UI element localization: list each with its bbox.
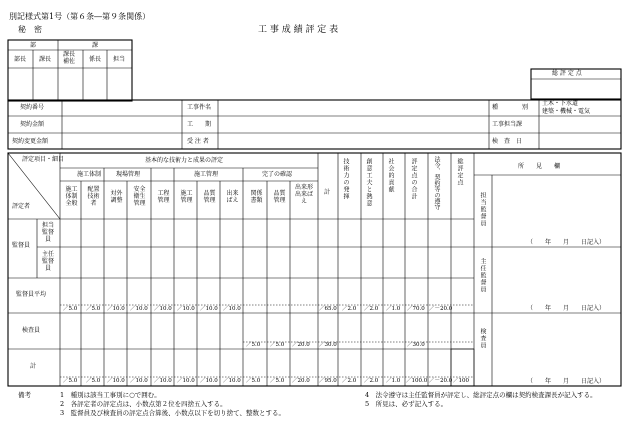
sum-max-value: ／5.0 — [270, 378, 285, 384]
row-chief-supervisor: 主任監督員 — [41, 251, 54, 273]
col-assigned-engineer: 配置技術者 — [87, 186, 100, 208]
rater-header: 評定者 — [12, 203, 31, 210]
approval-col-director: 部長 — [14, 56, 27, 63]
avg-extra-max: ／2.0 — [342, 306, 357, 312]
opinion-header: 所 見 欄 — [518, 163, 561, 170]
note-5: 5 所見は、必ず記入する。 — [365, 400, 448, 408]
section-label: 課 — [92, 42, 99, 49]
group-completion-check: 完了の確認 — [262, 171, 293, 178]
avg-max-value: ／10.0 — [107, 306, 125, 312]
inspector-sum-max: ／30.0 — [407, 342, 425, 348]
contract-amount-label: 契約金額 — [20, 121, 45, 128]
avg-total-max: ／65.0 — [319, 306, 337, 312]
sum-max-value: ／10.0 — [200, 378, 218, 384]
approval-col-subchief: 係長 — [89, 56, 102, 63]
col-overall-score: 総評定点 — [456, 158, 463, 186]
inspector-max-value: ／20.0 — [292, 342, 310, 348]
sum-extra-max: ／2.0 — [364, 378, 379, 384]
sum-max-value: ／10.0 — [107, 378, 125, 384]
approval-col-staff: 担当 — [113, 56, 126, 63]
inspector-max-value: ／5.0 — [270, 342, 285, 348]
col-quality-management-2: 品質管理 — [273, 190, 286, 205]
note-3: 3 監督員及び検査員の評定点合算後、小数点以下を切り捨て、整数とする。 — [60, 409, 286, 417]
manager-dept-label: 工事担当課 — [492, 121, 523, 128]
side-inspector: 検査員 — [479, 328, 486, 349]
date-note-2: （ 年 月 日記入） — [527, 305, 606, 312]
basic-technical-title: 基本的な技術力と成果の評定 — [145, 157, 224, 164]
col-compliance: 法令、契約等の遵守 — [433, 156, 440, 210]
avg-max-value: ／5.0 — [63, 306, 78, 312]
col-related-documents: 関係書類 — [250, 190, 263, 205]
group-construction-system: 施工体制 — [77, 171, 102, 178]
avg-extra-max: ／－20.0 — [429, 306, 453, 312]
form-number: 別記様式第1号（第６条―第９条関係） — [9, 12, 151, 21]
col-score-sum: 評定点の合計 — [410, 158, 417, 200]
side-supervisor-in-charge: 担当監督員 — [479, 192, 486, 227]
avg-extra-max: ／2.0 — [364, 306, 379, 312]
inspector-max-value: ／5.0 — [246, 342, 261, 348]
sum-extra-max: ／2.0 — [342, 378, 357, 384]
col-technical-ability: 技術力の発揮 — [342, 158, 349, 200]
type-label: 種 別 — [492, 104, 529, 111]
contract-change-label: 契約変更金額 — [12, 138, 49, 145]
sum-total-max: ／95.0 — [319, 378, 337, 384]
col-construction-system: 施工体制全般 — [65, 186, 78, 208]
row-sum: 計 — [30, 363, 37, 370]
sum-max-value: ／20.0 — [292, 378, 310, 384]
avg-extra-max: ／1.0 — [386, 306, 401, 312]
item-header: 評定項目・細目 — [22, 156, 65, 163]
avg-max-value: ／10.0 — [154, 306, 172, 312]
col-social-contribution: 社会的貢献 — [387, 158, 394, 193]
col-schedule-management: 工程管理 — [157, 190, 170, 205]
contract-number-label: 契約番号 — [20, 104, 45, 111]
inspection-date-label: 検 査 日 — [492, 138, 523, 145]
col-safety-health: 安全衛生管理 — [133, 186, 146, 208]
row-supervisor-average: 監督員平均 — [16, 291, 47, 298]
sum-max-value: ／10.0 — [177, 378, 195, 384]
avg-extra-max: ／70.0 — [407, 306, 425, 312]
sum-max-value: ／10.0 — [154, 378, 172, 384]
approval-col-chief: 課長 — [39, 56, 52, 63]
sum-max-value: ／5.0 — [246, 378, 261, 384]
inspector-total-max: ／30.0 — [319, 342, 337, 348]
sum-max-value: ／5.0 — [63, 378, 78, 384]
avg-max-value: ／10.0 — [130, 306, 148, 312]
row-inspector: 検査員 — [22, 327, 41, 334]
sum-extra-max: ／100.0 — [406, 378, 428, 384]
sum-extra-max: ／－20.0 — [429, 378, 453, 384]
total-score-box-label: 総 評 定 点 — [552, 70, 582, 77]
note-2: 2 各評定者の評定点は、小数点第２位を四捨五入する。 — [60, 400, 227, 408]
sum-max-value: ／10.0 — [223, 378, 241, 384]
avg-max-value: ／5.0 — [86, 306, 101, 312]
avg-max-value: ／10.0 — [177, 306, 195, 312]
type-value-civil: 土木・下水道 — [542, 100, 579, 107]
period-label: 工 期 — [187, 121, 212, 128]
note-1: 1 種別は該当工事別に○で囲む。 — [60, 391, 161, 399]
contractor-label: 受 注 者 — [187, 138, 209, 145]
group-construction-management: 施工管理 — [194, 171, 219, 178]
col-finished-form: 出来形出来ばえ — [294, 184, 313, 206]
work-name-label: 工事件名 — [187, 104, 212, 111]
avg-max-value: ／10.0 — [223, 306, 241, 312]
secret-label: 秘 密 — [18, 25, 42, 34]
avg-max-value: ／10.0 — [200, 306, 218, 312]
col-construction-management: 施工管理 — [180, 190, 193, 205]
date-note-3: （ 年 月 日記入） — [527, 378, 606, 385]
sum-max-value: ／5.0 — [86, 378, 101, 384]
date-note-1: （ 年 月 日記入） — [527, 239, 606, 246]
col-quality-management: 品質管理 — [203, 190, 216, 205]
sum-extra-max: ／100 — [453, 378, 469, 384]
col-external-coordination: 対外調整 — [110, 190, 123, 205]
note-4: 4 法令遵守は主任監督員が評定し、総評定点の欄は契約検査課長が記入する。 — [365, 391, 597, 399]
col-creativity: 創意工夫と熱意 — [365, 158, 372, 207]
side-chief-supervisor: 主任監督員 — [479, 258, 486, 293]
type-value-building: 建築・機械・電気 — [542, 108, 591, 115]
row-supervisors: 監督員 — [12, 242, 31, 249]
page-title: 工 事 成 績 評 定 表 — [258, 25, 339, 35]
col-total: 計 — [324, 189, 331, 196]
group-site-management: 現場管理 — [116, 171, 141, 178]
notes-label: 備考 — [18, 391, 31, 399]
sum-max-value: ／10.0 — [130, 378, 148, 384]
row-supervisor-in-charge: 担当監督員 — [41, 222, 54, 244]
approval-col-assistant: 課長補佐 — [63, 51, 76, 65]
sum-extra-max: ／1.0 — [386, 378, 401, 384]
dept-label: 部 — [30, 42, 37, 49]
col-workmanship: 出来ばえ — [226, 190, 239, 205]
